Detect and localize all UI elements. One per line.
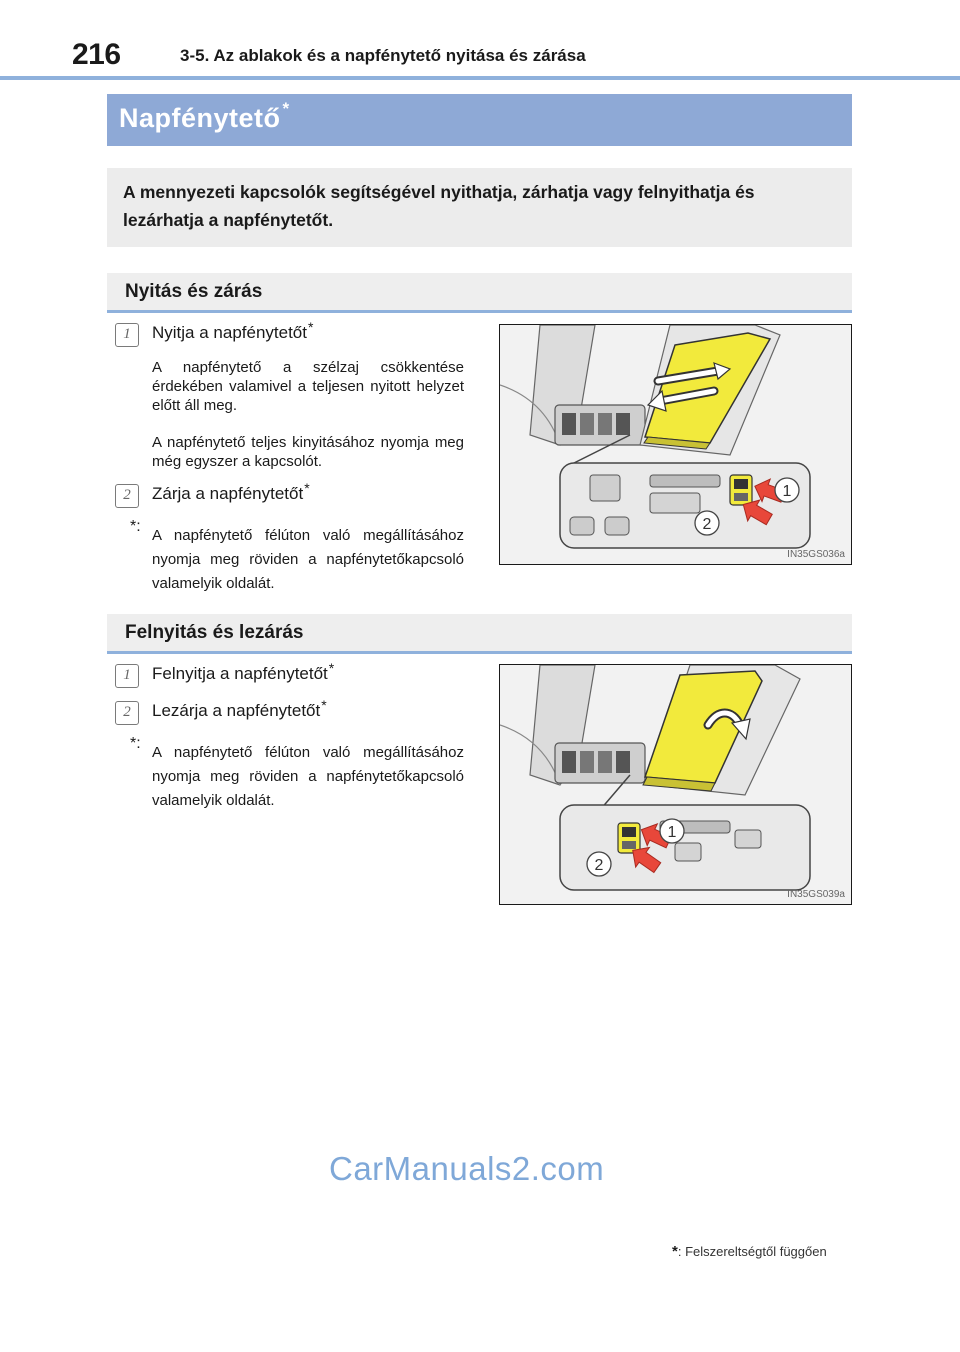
item-star: * (328, 660, 335, 676)
item-label-text: Lezárja a napfénytetőt (152, 701, 321, 720)
callout-1: 1 (667, 824, 677, 841)
item-label-text: Felnyitja a napfénytetőt (152, 664, 328, 683)
page-number: 216 (72, 38, 121, 71)
section-heading-text: Felnyitás és lezárás (125, 622, 304, 643)
item-star: * (321, 697, 327, 713)
item-label-tilt-up (152, 660, 335, 684)
footnote-star: * (672, 1243, 678, 1260)
item-label-text: Nyitja a napfénytetőt (152, 323, 307, 342)
body-paragraph-full-open: A napfénytető teljes kinyitásához nyomja meg még egyszer a kapcsolót. (152, 434, 464, 470)
section-heading-open-close (107, 273, 852, 313)
figure-illustration (500, 665, 852, 905)
header-rule (0, 76, 960, 80)
note-star: *: (130, 735, 141, 752)
item-number-2: 2 (115, 701, 139, 725)
footnote-text: : Felszereltségtől függően (677, 1244, 827, 1259)
intro-text: A mennyezeti kapcsolók segítségével nyithatja, zárhatja vagy felnyithatja és lezárhatja a napfénytetőt. (123, 182, 755, 230)
section-heading-tilt (107, 614, 852, 654)
watermark: CarManuals2.com (329, 1150, 605, 1187)
section-heading-text: Nyitás és zárás (125, 281, 263, 302)
figure-code: IN35GS036a (787, 549, 845, 560)
item-label-text: Zárja a napfénytetőt (152, 484, 304, 503)
item-label-tilt-down (152, 697, 327, 721)
note-text: A napfénytető félúton való megállításához nyomja meg röviden a napfénytetőkapcsoló valamelyik oldalát. (152, 527, 464, 592)
note-text: A napfénytető félúton való megállításához nyomja meg röviden a napfénytetőkapcsoló valamelyik oldalát. (152, 744, 464, 809)
page-title-text: Napfénytető (119, 103, 281, 133)
callout-2: 2 (594, 857, 604, 874)
note-star: *: (130, 518, 141, 535)
title-bar (107, 94, 852, 146)
intro-box (107, 168, 852, 247)
figure-tilt (499, 664, 852, 905)
figure-code: IN35GS039a (787, 889, 845, 900)
figure-open-close (499, 324, 852, 565)
callout-2: 2 (702, 516, 712, 533)
item-number-1: 1 (115, 664, 139, 688)
item-star: * (307, 319, 314, 335)
footnote (672, 1243, 827, 1260)
item-label-open (152, 319, 314, 343)
item-number-1: 1 (115, 323, 139, 347)
callout-1: 1 (782, 483, 792, 500)
body-paragraph-stop-before-full: A napfénytető a szélzaj csökkentése érdekében valamivel a teljesen nyitott helyzet előtt áll meg. (152, 359, 464, 414)
page-title (119, 99, 290, 134)
title-star: * (282, 99, 290, 118)
item-star: * (304, 480, 310, 496)
chapter-title: 3-5. Az ablakok és a napfénytető nyitása és zárása (180, 46, 586, 65)
figure-illustration (500, 325, 852, 565)
page-header (72, 36, 852, 76)
item-number-2: 2 (115, 484, 139, 508)
item-label-close (152, 480, 310, 504)
